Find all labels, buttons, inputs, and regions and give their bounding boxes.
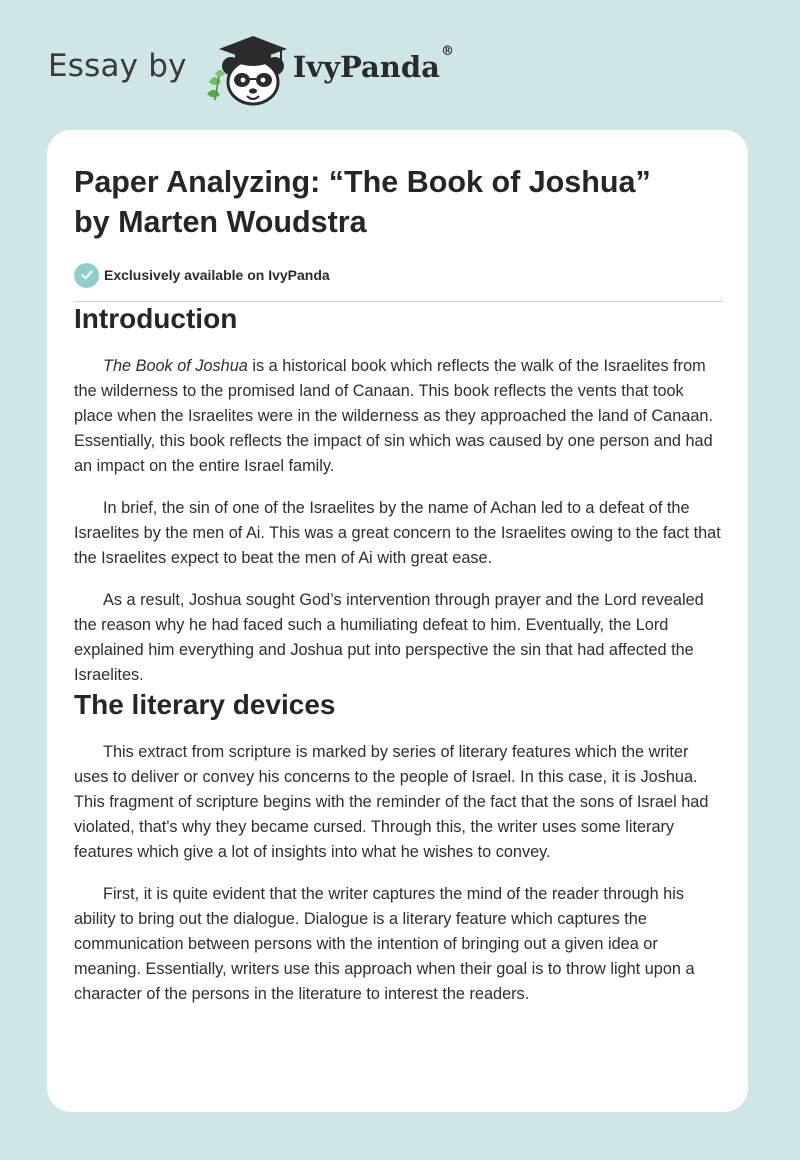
brand-name-text: IvyPanda (292, 50, 440, 84)
registered-mark: ® (440, 44, 454, 59)
check-circle-icon (74, 263, 99, 288)
brand-header (48, 30, 454, 110)
exclusive-label: Exclusively available on IvyPanda (104, 267, 330, 283)
title-line-2: by Marten Woudstra (74, 205, 367, 239)
paragraph-text: is a historical book which reflects the walk of the Israelites from the wilderness to the promised land of Canaan. This book reflects the vents that took place when the Israelites were in the wilderness as they approached the land of Canaan. Essentially, this book reflects the impact of sin which was caused by one person and had an impact on the entire Israel family. (74, 357, 713, 475)
brand-name[interactable] (292, 44, 454, 84)
paragraph: As a result, Joshua sought God’s intervention through prayer and the Lord revealed the reason why he had faced such a humiliating defeat to him. Eventually, the Lord explained him everything and Joshua put into perspective the sin that had affected the Israelites. (74, 591, 704, 684)
title-line-1: Paper Analyzing: “The Book of Joshua” (74, 165, 651, 199)
exclusive-badge (74, 262, 722, 288)
panda-graduate-logo-icon[interactable] (201, 30, 301, 110)
page-title (74, 162, 722, 242)
book-title-italic: The Book of Joshua (103, 357, 248, 375)
paragraph: First, it is quite evident that the writer captures the mind of the reader through his ability to bring out the dialogue. Dialogue is a literary feature which captures the communication between persons with the intention of bringing out a given idea or meaning. Essentially, writers use this approach when their goal is to throw light upon a character of the persons in the literature to interest the readers. (74, 885, 695, 1003)
essay-content (74, 162, 722, 1007)
section-heading-literary-devices: The literary devices (74, 689, 336, 720)
brand-prefix: Essay by (48, 48, 187, 84)
essay-card (47, 130, 748, 1112)
section-heading-introduction: Introduction (74, 303, 238, 334)
paragraph: This extract from scripture is marked by series of literary features which the writer uses to deliver or convey his concerns to the people of Israel. In this case, it is Joshua. This fragment of scripture begins with the reminder of the fact that the sons of Israel had violated, that's why they became cursed. Through this, the writer uses some literary features which give a lot of insights into what he wishes to convey. (74, 743, 709, 861)
paragraph (74, 354, 722, 479)
literary-devices-paragraphs (74, 740, 722, 1007)
paragraph: In brief, the sin of one of the Israelites by the name of Achan led to a defeat of the Israelites by the men of Ai. This was a great concern to the Israelites owing to the fact that the Israelites expect to beat the men of Ai with great ease. (74, 499, 721, 567)
introduction-paragraphs (74, 354, 722, 688)
